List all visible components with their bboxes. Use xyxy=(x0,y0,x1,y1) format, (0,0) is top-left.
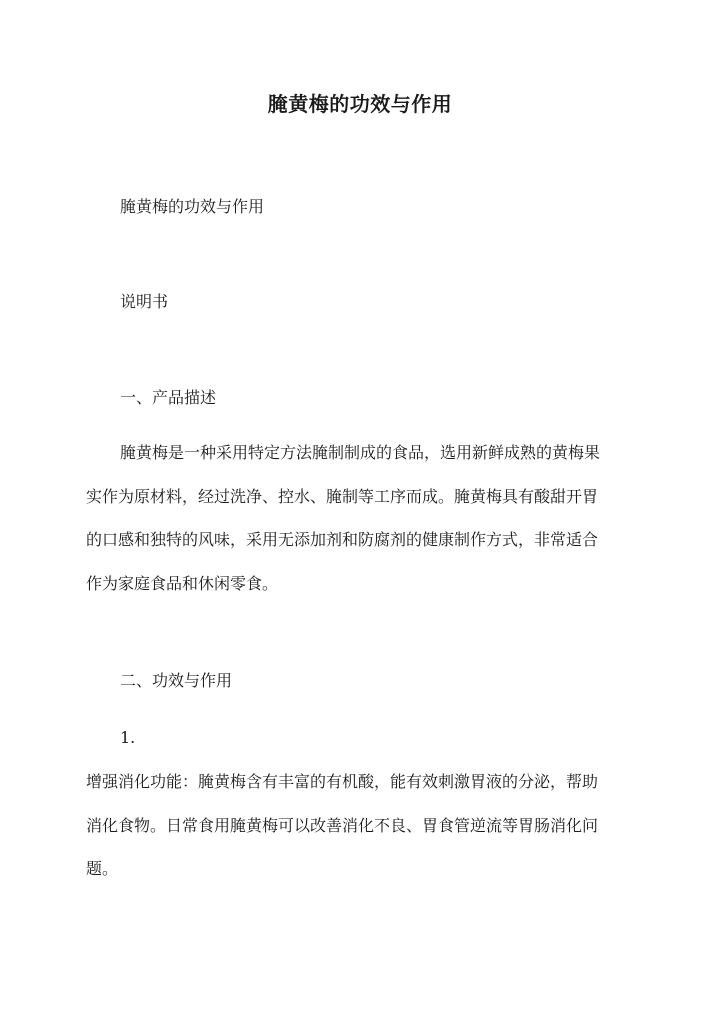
paragraph-line: 腌黄梅是一种采用特定方法腌制制成的食品，选用新鲜成熟的黄梅果 xyxy=(120,443,601,462)
paragraph-line: 增强消化功能：腌黄梅含有丰富的有机酸，能有效刺激胃液的分泌，帮助 xyxy=(86,772,599,791)
paragraph-line: 作为家庭食品和休闲零食。 xyxy=(86,574,279,593)
section-heading-effects: 二、功效与作用 xyxy=(120,671,233,690)
paragraph-line: 实作为原材料，经过洗净、控水、腌制等工序而成。腌黄梅具有酸甜开胃 xyxy=(86,487,599,506)
paragraph-line: 消化食物。日常食用腌黄梅可以改善消化不良、胃食管逆流等胃肠消化问 xyxy=(86,816,599,835)
list-item-number: 1. xyxy=(120,728,136,747)
manual-label: 说明书 xyxy=(120,292,169,311)
section-heading-product-description: 一、产品描述 xyxy=(120,388,217,407)
paragraph-line: 题。 xyxy=(86,859,119,878)
document-title: 腌黄梅的功效与作用 xyxy=(267,92,453,116)
paragraph-line: 的口感和独特的风味，采用无添加剂和防腐剂的健康制作方式，非常适合 xyxy=(86,530,599,549)
subtitle: 腌黄梅的功效与作用 xyxy=(120,197,265,216)
